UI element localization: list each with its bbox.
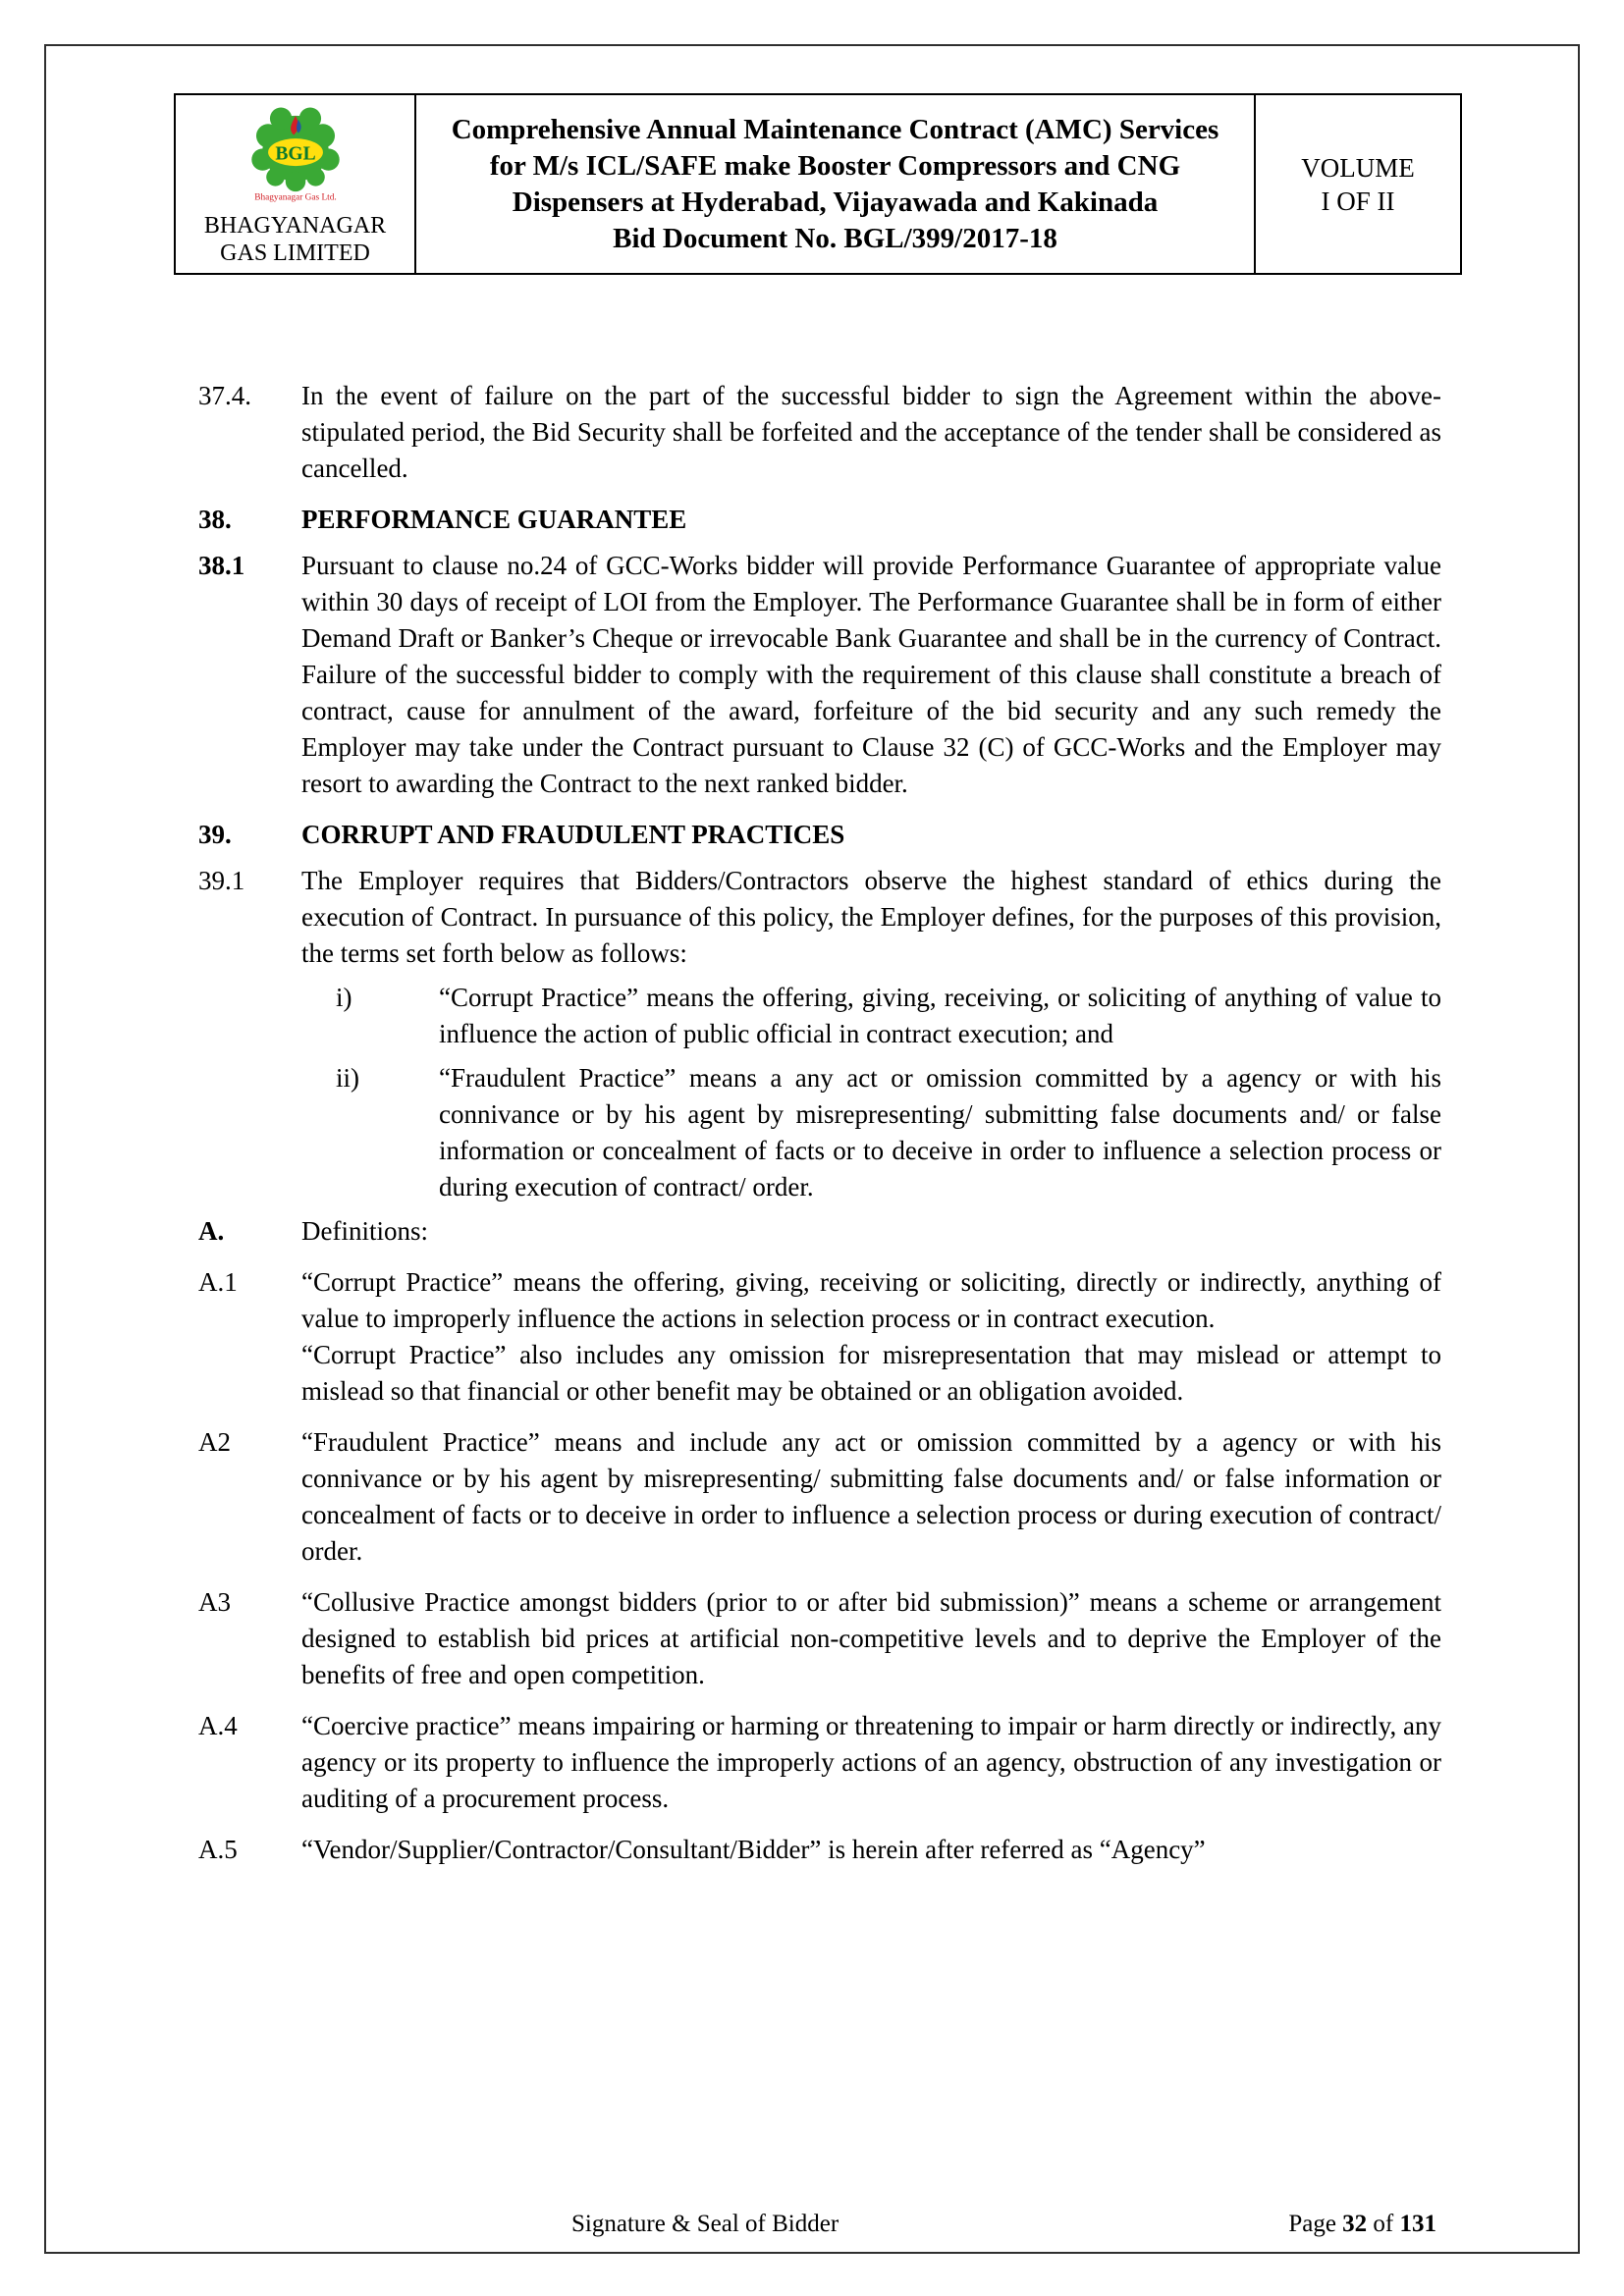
clause-number: A2 bbox=[198, 1427, 231, 1457]
clause-number: 39. bbox=[198, 820, 232, 849]
clause-number: A. bbox=[198, 1216, 225, 1246]
logo-bgl-text: BGL bbox=[274, 143, 316, 165]
header-table bbox=[174, 93, 1462, 275]
subclause-ii bbox=[198, 1060, 1441, 1205]
page-border-frame bbox=[44, 44, 1580, 2254]
subclause-text: “Corrupt Practice” means the offering, giving, receiving, or soliciting of anything of value to influence the action of public official in contract execution; and bbox=[439, 983, 1441, 1048]
page-current: 32 bbox=[1342, 2211, 1368, 2237]
footer-page-number bbox=[1288, 2211, 1436, 2238]
clause-text: In the event of failure on the part of the successful bidder to sign the Agreement within the above-stipulated period, the Bid Security shall be forfeited and the acceptance of the tender shall be considered as cancelled. bbox=[301, 381, 1441, 483]
page-mid: of bbox=[1367, 2211, 1400, 2237]
bid-document-number: Bid Document No. BGL/399/2017-18 bbox=[613, 222, 1057, 254]
clause-number: 38.1 bbox=[198, 551, 245, 580]
header-volume-cell bbox=[1255, 94, 1461, 274]
clause-text: Definitions: bbox=[301, 1216, 428, 1246]
clause-37-4 bbox=[198, 378, 1441, 487]
subclause-number: i) bbox=[336, 983, 352, 1012]
clause-a5 bbox=[198, 1832, 1441, 1868]
clause-a2 bbox=[198, 1424, 1441, 1570]
clause-text: The Employer requires that Bidders/Contractors observe the highest standard of ethics during the execution of Contract. In pursuance of this policy, the Employer defines, for the purposes of this provision, the terms set forth below as follows: bbox=[301, 866, 1441, 968]
clause-number: A.4 bbox=[198, 1711, 238, 1740]
clause-number: A.5 bbox=[198, 1835, 238, 1864]
company-logo bbox=[241, 101, 351, 212]
org-name-line1: BHAGYANAGAR bbox=[203, 213, 387, 239]
heading-text: CORRUPT AND FRAUDULENT PRACTICES bbox=[301, 820, 845, 849]
clause-number: 39.1 bbox=[198, 866, 245, 895]
clause-number: 38. bbox=[198, 505, 232, 534]
page-total: 131 bbox=[1399, 2211, 1436, 2237]
clause-text-group bbox=[301, 1264, 1441, 1410]
clause-text: “Fraudulent Practice” means and include any act or omission committed by a agency or with his connivance or by his agent by misrepresenting/ submitting false documents and/ or false information or concealment of facts or to deceive in order to influence a selection process or during execution of contract/ order. bbox=[301, 1427, 1441, 1566]
clause-text: “Vendor/Supplier/Contractor/Consultant/Bidder” is herein after referred as “Agency” bbox=[301, 1835, 1206, 1864]
clause-39-1 bbox=[198, 863, 1441, 972]
clause-a-definitions bbox=[198, 1213, 1441, 1250]
volume-label-line1: VOLUME bbox=[1301, 152, 1415, 183]
heading-text: PERFORMANCE GUARANTEE bbox=[301, 505, 687, 534]
document-title: Comprehensive Annual Maintenance Contract (AMC) Services for M/s ICL/SAFE make Booster Compressors and CNG Dispensers at Hyderabad, Vijayawada and Kakinada bbox=[451, 113, 1219, 218]
logo-subtext: Bhagyanagar Gas Ltd. bbox=[253, 192, 337, 203]
clause-a3 bbox=[198, 1584, 1441, 1693]
clause-text: “Corrupt Practice” means the offering, giving, receiving or soliciting, directly or indirectly, anything of value to improperly influence the actions in selection process or in contract execution. bbox=[301, 1267, 1441, 1333]
bgl-logo-icon bbox=[241, 101, 351, 207]
clause-a4 bbox=[198, 1708, 1441, 1817]
subclause-i bbox=[198, 980, 1441, 1052]
clause-number: 37.4. bbox=[198, 381, 251, 410]
heading-39 bbox=[198, 817, 1441, 853]
header-title-cell bbox=[415, 94, 1255, 274]
clause-a1 bbox=[198, 1264, 1441, 1410]
volume-label-line2: I OF II bbox=[1321, 186, 1395, 216]
subclause-text: “Fraudulent Practice” means a any act or omission committed by a agency or with his connivance or by his agent by misrepresenting/ submitting false documents and/ or false information or concealment of facts or to deceive in order to influence a selection process or during execution of contract/ order. bbox=[439, 1063, 1441, 1201]
header-logo-cell bbox=[175, 94, 415, 274]
footer-signature-label: Signature & Seal of Bidder bbox=[571, 2211, 839, 2237]
org-name-line2: GAS LIMITED bbox=[220, 240, 370, 266]
heading-38 bbox=[198, 502, 1441, 538]
clause-text: “Collusive Practice amongst bidders (prior to or after bid submission)” means a scheme or arrangement designed to establish bid prices at artificial non-competitive levels and to deprive the Employer of the benefits of free and open competition. bbox=[301, 1587, 1441, 1689]
clause-38-1 bbox=[198, 548, 1441, 802]
page-prefix: Page bbox=[1288, 2211, 1343, 2237]
clause-number: A.1 bbox=[198, 1267, 238, 1297]
clause-text-continued: “Corrupt Practice” also includes any omission for misrepresentation that may mislead or attempt to mislead so that financial or other benefit may be obtained or an obligation avoided. bbox=[301, 1340, 1441, 1406]
clause-text: Pursuant to clause no.24 of GCC-Works bidder will provide Performance Guarantee of appropriate value within 30 days of receipt of LOI from the Employer. The Performance Guarantee shall be in form of either Demand Draft or Banker’s Cheque or irrevocable Bank Guarantee and shall be in the currency of Contract. Failure of the successful bidder to comply with the requirement of this clause shall constitute a breach of contract, cause for annulment of the award, forfeiture of the bid security and any such remedy the Employer may take under the Contract pursuant to Clause 32 (C) of GCC-Works and the Employer may resort to awarding the Contract to the next ranked bidder. bbox=[301, 551, 1441, 798]
subclause-number: ii) bbox=[336, 1063, 359, 1093]
clause-text: “Coercive practice” means impairing or harming or threatening to impair or harm directly or indirectly, any agency or its property to influence the improperly actions of an agency, obstruction of any investigation or auditing of a procurement process. bbox=[301, 1711, 1441, 1813]
document-body bbox=[198, 378, 1441, 1883]
clause-number: A3 bbox=[198, 1587, 231, 1617]
